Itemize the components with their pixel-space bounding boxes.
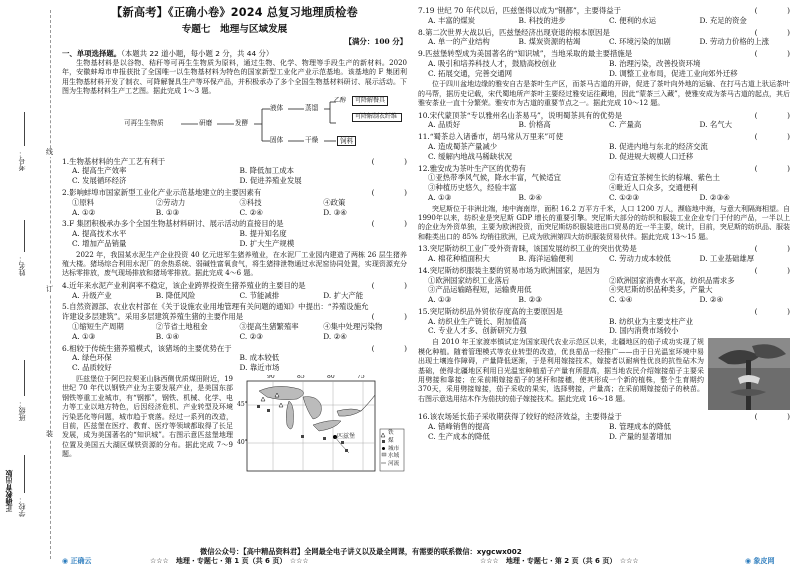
logo-left-icon: ◉ <box>62 556 69 565</box>
q9-opt-a[interactable]: A. 吸引和培养科技人才，鼓励高校创业 <box>428 58 557 68</box>
flow-product-tableware: 可降解餐具 <box>352 96 388 106</box>
q15-opt-b[interactable]: B. 纺织业为主要支柱产业 <box>609 316 694 326</box>
map-lon-85: 85° <box>297 374 308 380</box>
flow-dry: 干燥 <box>305 135 319 144</box>
q12-item-1: ①亚热带季风气候，降水丰富，气候适宜 <box>428 173 562 183</box>
q14-item-4: ④突尼斯纺织品种类多，产量大 <box>609 285 713 295</box>
process-flow-diagram <box>62 96 407 155</box>
question-16: 16.该农场延长茄子采收期获得了较好的经济效益，主要得益于 ( ) A. 错峰销售的提高 B. 管理成本的降低 C. 生产成本的降低 D. 产量的显著增加 <box>418 412 790 441</box>
q1-answer[interactable]: ( ) <box>371 156 407 166</box>
question-10: 10.宋代蒙顶茶“专以雅州名山茶易马”，说明蜀茶具有的优势是 ( ) A. 品质好 B. 价格高 C. 产量高 D. 名气大 <box>418 110 790 130</box>
q8-answer[interactable]: ( ) <box>754 27 790 37</box>
grafting-photo-figure <box>708 338 790 410</box>
name-label: 姓名： <box>18 255 26 276</box>
flow-ethanol: 乙醇 <box>334 96 347 104</box>
q16-opt-c[interactable]: C. 生产成本的降低 <box>428 431 490 441</box>
q13-opt-b[interactable]: B. 海洋运输便利 <box>518 254 573 264</box>
q12-item-4: ④毗近人口众多，交通便利 <box>609 183 698 193</box>
great-lakes-map <box>237 375 407 477</box>
q12-opt-d[interactable]: D. ②③④ <box>699 192 730 202</box>
q7-opt-a[interactable]: A. 丰富的煤炭 <box>428 15 475 25</box>
legend-river: 河流 <box>388 460 400 467</box>
q10-opt-b[interactable]: B. 价格高 <box>518 120 551 130</box>
legend-city: 城市 <box>388 445 400 452</box>
q12-opt-a[interactable]: A. ①③ <box>428 192 452 202</box>
passage-2: 2022 年，我国某水泥生产企业投资 40 亿元进军生猪养殖业，在水泥厂工业园内建造了两栋 26 层生猪养殖大楼。猪场综合利用水泥厂的余热系统、弱碱性富氧食气，将生猪排泄物通过水泥窑协同处置，实现资源充分达标零排放，废气现场排放和猪场零排放。据此完成 4～6 题。 <box>62 250 407 278</box>
q7-opt-b[interactable]: B. 科技的进步 <box>518 15 566 25</box>
passage-1: 生物基材料是以谷物、秸秆等可再生生物质为原料，通过生物、化学、物理等手段生产的新材料。2020 年，安徽蚌埠市申报获批了全国唯一以生物基材料为特色的国家新型工业化产业示范基地。该基地的 F 集团利用生物基材料开发了制衣、可降解餐具生产等环保产品，并积极承办了多个全国生物基材料研讨、展示活动。下图为生物基材料生产工艺图。据此完成 1～3 题。 <box>62 58 407 96</box>
q5-item-3: ③提高生猪繁殖率 <box>239 321 299 331</box>
q7-answer[interactable]: ( ) <box>754 6 790 15</box>
q5-answer[interactable]: ( ) <box>371 312 407 322</box>
q3-opt-c[interactable]: C. 增加产品销量 <box>72 238 127 248</box>
q4-stem: 近年来水泥产业利润率不稳定，该企业跨界投资生猪养殖业的主要目的是 <box>69 280 306 290</box>
school-blank[interactable] <box>24 455 25 493</box>
class-label: 班级： <box>18 400 26 421</box>
q1-opt-c[interactable]: C. 发展循环经济 <box>72 176 127 186</box>
q15-opt-c[interactable]: C. 专业人才多、创新研究力强 <box>428 326 527 336</box>
question-4: 4.近年来水泥产业利润率不稳定，该企业跨界投资生猪养殖业的主要目的是 ( ) A. 升级产业 B. 降低风险 C. 节能减排 D. 扩大产能 <box>62 280 407 300</box>
q5-opt-c[interactable]: C. ②③ <box>239 331 263 341</box>
q3-opt-b[interactable]: B. 提升知名度 <box>239 229 287 239</box>
map-city-pittsburgh: 匹兹堡 <box>337 432 356 440</box>
q11-answer[interactable]: ( ) <box>754 132 790 142</box>
cut-mark-bind: 装 <box>46 430 53 438</box>
wechat-notice: 微信公众号：【高中精品资料君】全网最全电子讲义以及最全网课，有需要的联系微信：xygcwx002 <box>200 546 522 556</box>
q15-opt-d[interactable]: D. 国内消费市场较小 <box>609 326 679 336</box>
q14-opt-a[interactable]: A. ①③ <box>428 295 452 305</box>
q10-opt-c[interactable]: C. 产量高 <box>609 120 642 130</box>
q12-answer[interactable]: ( ) <box>754 163 790 173</box>
q10-opt-a[interactable]: A. 品质好 <box>428 120 461 130</box>
q12-opt-c[interactable]: C. ①②③ <box>609 192 639 202</box>
logo-left: ◉ 正确云 <box>62 556 92 565</box>
q13-opt-c[interactable]: C. 劳动力成本较低 <box>609 254 671 264</box>
map-lat-40: 40° <box>237 438 248 446</box>
question-6: 6.相较于传统生猪养殖模式，该猪场的主要优势在于 ( ) A. 绿色环保 B. 成本较低 C. 品质较好 D. 靠近市场 <box>62 343 407 373</box>
q5-opt-b[interactable]: B. ①④ <box>155 331 180 341</box>
name-blank[interactable] <box>24 220 25 252</box>
q12-stem: 雅安成为茶叶生产区的优势有 <box>429 163 526 173</box>
question-8: 8.第二次世界大战以后，匹兹堡经济出现衰退的根本原因是 ( ) A. 单一的产业结构 B. 煤炭资源的枯竭 C. 环境污染的加剧 D. 劳动力价格的上涨 <box>418 27 790 47</box>
passage-6: 自 2010 年王家渡率镇试定为国家现代农业示范区以来，北疆地区的茄子成功实现了规模化种植。随着管理模式等农业转型的改造，优良茄品一经推广——由于日光温室环境中易出现土壤连作障碍，产量降低逐渐，于是利用嫁接技术，嫁接者以耐病性优良的抗性砧木为基础，使得北疆地区利用日光温室种植茄子产量有所提高，据当地农民介绍嫁接茄子主要采用劈接和靠接；在采前期嫁接茄子的茎秆和接穗，使其形成一个新的植株，整个生育期约370天，采用劈接嫁接，茄子采收的果实，选择劈接，产量高；在采前期嫁接茄子的秧苗。右图示意选用结木作为茄扶的茄子嫁接技术。据此完成 16～18 题。 <box>418 338 704 403</box>
question-1: 1.生物基材料的生产工艺有利于 ( ) A. 提高生产效率 B. 降低加工成本 C. 发展循环经济 D. 促进养殖业发展 <box>62 156 407 186</box>
q2-opt-a[interactable]: A. ①② <box>72 207 96 217</box>
question-11: 11.“蜀茶总入诸番市，胡马常从万里来”可使 ( ) A. 造成蜀茶产量减少 B. 促进内地与东北的经济交流 C. 缓解内地战马稀缺状况 D. 促进规大规模人口迁移 <box>418 132 790 161</box>
logo-right-icon: ◉ <box>745 556 752 565</box>
q2-item-4: ④政策 <box>323 197 346 207</box>
flow-start: 可再生生物质 <box>124 118 164 127</box>
binding-strip <box>0 0 58 569</box>
flow-grind: 研磨 <box>199 118 213 127</box>
q7-opt-c[interactable]: C. 便利的水运 <box>609 15 657 25</box>
q5-opt-a[interactable]: A. ①③ <box>72 331 96 341</box>
q11-opt-c[interactable]: C. 缓解内地战马稀缺状况 <box>428 151 512 161</box>
question-7: 7.19 世纪 70 年代以后，匹兹堡得以成为“钢都”，主要得益于 ( ) A. 丰富的煤炭 B. 科技的进步 C. 便利的水运 D. 充足的资金 <box>418 6 790 25</box>
q3-opt-a[interactable]: A. 提高技术水平 <box>72 229 127 239</box>
q6-opt-c[interactable]: C. 品质较好 <box>72 363 112 373</box>
q1-opt-d[interactable]: D. 促进养殖业发展 <box>239 176 302 186</box>
full-score: 【满分：100 分】 <box>344 37 407 47</box>
q6-answer[interactable]: ( ) <box>371 343 407 353</box>
q11-stem: “蜀茶总入诸番市，胡马常从万里来”可使 <box>429 132 563 142</box>
q5-stem: 自然资源部、农业农村部在《关于设施农业用地管理有关问题的通知》中提出：“养殖设施允许建设多层建筑”。采用多层建筑养殖生猪的主要作用是 <box>62 302 369 322</box>
q10-stem: 宋代蒙顶茶“专以雅州名山茶易马”，说明蜀茶具有的优势是 <box>429 110 623 120</box>
q12-item-2: ②有适宜茶树生长的棕壤、紫色土 <box>609 173 720 183</box>
q7-opt-d[interactable]: D. 充足的资金 <box>699 15 747 25</box>
q12-opt-b[interactable]: B. ②④ <box>518 192 542 202</box>
q2-item-3: ③科技 <box>239 197 262 207</box>
question-3: 3.F 集团积极承办多个全国生物基材料研讨、展示活动的直接目的是 ( ) A. 提高技术水平 B. 提升知名度 C. 增加产品销量 D. 扩大生产规模 <box>62 219 407 248</box>
class-blank[interactable] <box>24 360 25 396</box>
q16-opt-d[interactable]: D. 产量的显著增加 <box>609 431 672 441</box>
q14-item-2: ②欧洲国家消费水平高，纺织品需求多 <box>609 275 735 285</box>
q3-opt-d[interactable]: D. 扩大生产规模 <box>239 238 295 248</box>
q14-answer[interactable]: ( ) <box>754 265 790 275</box>
q8-stem: 第二次世界大战以后，匹兹堡经济出现衰退的根本原因是 <box>425 27 610 37</box>
passage-4: 位于四川盆地边缘的雅安自古是茶叶生产区，而茶马古道的开辟，促进了茶叶向外地的运输、在打马古道上驮运茶叶的马帮，据历史记载，宋代蜀地所产茶叶主要经过雅安运往藏地，因此“蒙茶三入藏”，使雅安成为茶马古道的起点，其后雅安茶业一直十分繁荣。雅安市为古道的重要节点之一。据此完成 10～12 题。 <box>418 80 790 108</box>
q10-answer[interactable]: ( ) <box>754 110 790 120</box>
q4-opt-c[interactable]: C. 节能减排 <box>239 290 280 300</box>
q5-item-4: ④集中处理污染物 <box>323 321 383 331</box>
q14-opt-b[interactable]: B. ②③ <box>518 295 542 305</box>
q13-opt-d[interactable]: D. 工业基础雄厚 <box>699 254 755 264</box>
publisher-label: 正确教育出版 <box>4 470 13 512</box>
legend-water: 水域 <box>388 452 400 459</box>
question-9: 9.匹兹堡转型成为美国著名的“知识城”，当地采取的最主要措施是 ( ) A. 吸引和培养科技人才，鼓励高校创业 B. 治理污染，改善投资环境 C. 拓展交通，完善交通网 D. 调整工业布局，促进工业向郊外迁移 <box>418 49 790 78</box>
q16-answer[interactable]: ( ) <box>754 412 790 422</box>
q2-item-1: ①原料 <box>72 197 95 207</box>
q5-opt-d[interactable]: D. ②④ <box>323 331 347 341</box>
cut-mark-order: 订 <box>46 285 53 293</box>
exam-no-blank[interactable] <box>24 112 25 146</box>
q6-opt-d[interactable]: D. 靠近市场 <box>239 363 280 373</box>
q15-opt-a[interactable]: A. 纺织业生产链长、附加值高 <box>428 316 527 326</box>
flow-feed: 饲料 <box>337 136 356 147</box>
q10-opt-d[interactable]: D. 名气大 <box>699 120 733 130</box>
q2-item-2: ②劳动力 <box>155 197 186 207</box>
q14-opt-d[interactable]: D. ②④ <box>699 295 724 305</box>
q16-opt-b[interactable]: B. 管理成本的降低 <box>609 421 671 431</box>
q1-stem: 生物基材料的生产工艺有利于 <box>69 156 166 166</box>
q8-opt-c[interactable]: C. 环境污染的加剧 <box>609 37 671 47</box>
exam-no-label: 考号： <box>18 150 26 171</box>
paper-subtitle: 专题七 地理与区域发展 <box>181 23 288 35</box>
question-13: 13.突尼斯纺织工业广受外资青睐，该国发展纺织工业的突出优势是 ( ) A. 棉花种植面积大 B. 海洋运输便利 C. 劳动力成本较低 D. 工业基础雄厚 <box>418 244 790 264</box>
q3-stem: F 集团积极承办多个全国生物基材料研讨、展示活动的直接目的是 <box>69 219 284 229</box>
q12-item-3: ③种植历史悠久，经验丰富 <box>428 183 517 193</box>
passage-3: 匹兹堡位于阿巴拉契亚山脉西侧优质煤田附近，19 世纪 70 年代以钢铁产业为主要发展产业，是美国东部钢铁等重工业城市，有“钢都”，钢铁、机械、化学、电力等工业以地方特色，后因经济危机、产业转型及环境污染恶化等问题，城市趋于衰落。经过一系列的改造，目前，匹兹堡在医疗、教育、医疗等领域都取得了长足发展，成为美国著名的“知识城”。右图示意匹兹堡地理位置及美国五大湖区煤铁资源的分布。据此完成 7～9 题。 <box>62 374 233 459</box>
q9-answer[interactable]: ( ) <box>754 49 790 59</box>
left-column <box>62 6 407 477</box>
flow-product-fiber: 可降解制衣纤维 <box>352 113 402 122</box>
question-5: 5.自然资源部、农业农村部在《关于设施农业用地管理有关问题的通知》中提出：“养殖设施允许建设多层建筑”。采用多层建筑养殖生猪的主要作用是 ( ) ①缩短生产周期 ②节省土地租金 ③提高生猪繁殖率 ④集中处理污染物 A. ①③ B. ①④ C. ②③ D. ②④ <box>62 302 407 341</box>
q15-answer[interactable]: ( ) <box>754 306 790 316</box>
question-12: 12.雅安成为茶叶生产区的优势有 ( ) ①亚热带季风气候，降水丰富，气候适宜 ②有适宜茶树生长的棕壤、紫色土 ③种植历史悠久，经验丰富 ④毗近人口众多，交通便利 A. ①③ B. ②④ C. ①②③ D. ②③④ <box>418 163 790 202</box>
school-label: 学校： <box>18 496 26 517</box>
passage-3-block <box>62 375 407 477</box>
map-figure <box>237 375 407 477</box>
q4-answer[interactable]: ( ) <box>371 280 407 290</box>
passage-5: 突尼斯位于非洲北端，地中海南岸，面积 16.2 万平方千米，人口 1200 万人，濒临地中海，与意大利隔海相望。自1990年以来，纺织业是突尼斯 GDP 增长的重要引擎。突尼斯大部分的纺织和服装工业企业专门于付的产品，一半以上的企业为外资单独，主要为欧洲投资，而突尼斯纺织服装进出口贸易的近一半主要，统计，目前，突尼斯的纺织品、服装和鞋类出口的 85% 均销往欧洲，已成为欧洲第四大纺织服装贸易伙伴。据此完成 13～15 题。 <box>418 204 790 241</box>
q1-opt-b[interactable]: B. 降低加工成本 <box>239 166 294 176</box>
question-14: 14.突尼斯纺织服装主要的贸易市场为欧洲国家，是因为 ( ) ①欧洲国家纺织工业落后 ②欧洲国家消费水平高，纺织品需求多 ③产品运输路程短，运输费用低 ④突尼斯纺织品种类多，产量大 A. ①③ B. ②③ C. ①④ D. ②④ <box>418 265 790 305</box>
map-lon-75: 75° <box>357 374 368 380</box>
q8-opt-a[interactable]: A. 单一的产业结构 <box>428 37 490 47</box>
q6-opt-b[interactable]: B. 成本较低 <box>239 353 280 363</box>
legend-iron: 铁 <box>388 429 394 436</box>
question-15: 15.突尼斯纺织品外贸依存度高的主要原因是 ( ) A. 纺织业生产链长、附加值高 B. 纺织业为主要支柱产业 C. 专业人才多、创新研究力强 D. 国内消费市场较小 <box>418 306 790 336</box>
q9-opt-d[interactable]: D. 调整工业布局，促进工业向郊外迁移 <box>609 68 738 78</box>
q11-opt-a[interactable]: A. 造成蜀茶产量减少 <box>428 141 498 151</box>
q3-answer[interactable]: ( ) <box>371 219 407 229</box>
q9-opt-c[interactable]: C. 拓展交通，完善交通网 <box>428 68 512 78</box>
flow-solid: 固体 <box>270 135 284 144</box>
section-heading: 一、单项选择题。（本题共 22 道小题，每小题 2 分，共 44 分） <box>62 49 274 59</box>
q16-opt-a[interactable]: A. 错峰销售的提高 <box>428 421 490 431</box>
map-lon-80: 80° <box>327 374 338 380</box>
flow-liquid: 液体 <box>270 103 284 112</box>
passage-6-block <box>418 338 790 410</box>
eggplant-grafting-photo <box>708 338 790 410</box>
q4-opt-b[interactable]: B. 降低风险 <box>155 290 196 300</box>
q6-stem: 相较于传统生猪养殖模式，该猪场的主要优势在于 <box>69 343 232 353</box>
logo-right: ◉ 象皮网 <box>745 556 775 565</box>
q5-item-1: ①缩短生产周期 <box>72 321 124 331</box>
q7-stem: 19 世纪 70 年代以后，匹兹堡得以成为“钢都”，主要得益于 <box>425 6 622 15</box>
paper-title: 【新高考】《正确小卷》2024 总复习地理质检卷 <box>111 6 358 19</box>
right-column <box>418 6 790 442</box>
map-lat-45: 45° <box>237 400 248 408</box>
q9-opt-b[interactable]: B. 治理污染，改善投资环境 <box>609 58 701 68</box>
q4-opt-d[interactable]: D. 扩大产能 <box>323 290 364 300</box>
q14-item-3: ③产品运输路程短，运输费用低 <box>428 285 532 295</box>
map-lon-90: 90° <box>267 374 278 380</box>
q5-item-2: ②节省土地租金 <box>155 321 208 331</box>
q16-stem: 该农场延长茄子采收期获得了较好的经济效益，主要得益于 <box>429 412 622 422</box>
flow-distill: 蒸馏 <box>305 103 319 112</box>
q13-opt-a[interactable]: A. 棉花种植面积大 <box>428 254 490 264</box>
question-2: 2.影响蚌埠市国家新型工业化产业示范基地建立的主要因素有 ( ) ①原料 ②劳动力 ③科技 ④政策 A. ①② B. ①③ C. ②④ D. ③④ <box>62 188 407 217</box>
q8-opt-d[interactable]: D. 劳动力价格的上涨 <box>699 37 769 47</box>
q4-opt-a[interactable]: A. 升级产业 <box>72 290 112 300</box>
page-footer-right: ☆☆☆ 地理・专题七・第 2 页（共 6 页） ☆☆☆ <box>480 556 639 565</box>
q13-answer[interactable]: ( ) <box>754 244 790 254</box>
q14-stem: 突尼斯纺织服装主要的贸易市场为欧洲国家，是因为 <box>429 265 600 275</box>
q11-opt-d[interactable]: D. 促进规大规模人口迁移 <box>609 151 694 161</box>
q15-stem: 突尼斯纺织品外贸依存度高的主要原因是 <box>429 306 563 316</box>
q9-stem: 匹兹堡转型成为美国著名的“知识城”，当地采取的最主要措施是 <box>425 49 633 59</box>
q13-stem: 突尼斯纺织工业广受外资青睐，该国发展纺织工业的突出优势是 <box>429 244 637 254</box>
q2-opt-b[interactable]: B. ①③ <box>155 207 180 217</box>
q2-stem: 影响蚌埠市国家新型工业化产业示范基地建立的主要因素有 <box>69 188 262 198</box>
q2-answer[interactable]: ( ) <box>371 188 407 198</box>
q14-opt-c[interactable]: C. ①④ <box>609 295 633 305</box>
q8-opt-b[interactable]: B. 煤炭资源的枯竭 <box>518 37 581 47</box>
q11-opt-b[interactable]: B. 促进内地与东北的经济交流 <box>609 141 708 151</box>
flow-ferment: 发酵 <box>235 118 249 127</box>
page-footer-left: ☆☆☆ 地理・专题七・第 1 页（共 6 页） ☆☆☆ <box>150 556 309 565</box>
q6-opt-a[interactable]: A. 绿色环保 <box>72 353 112 363</box>
q2-opt-c[interactable]: C. ②④ <box>239 207 263 217</box>
legend-coal: 煤 <box>388 437 394 444</box>
q1-opt-a[interactable]: A. 提高生产效率 <box>72 166 127 176</box>
q2-opt-d[interactable]: D. ③④ <box>323 207 347 217</box>
q14-item-1: ①欧洲国家纺织工业落后 <box>428 275 510 285</box>
cut-mark-line: 线 <box>46 148 53 156</box>
